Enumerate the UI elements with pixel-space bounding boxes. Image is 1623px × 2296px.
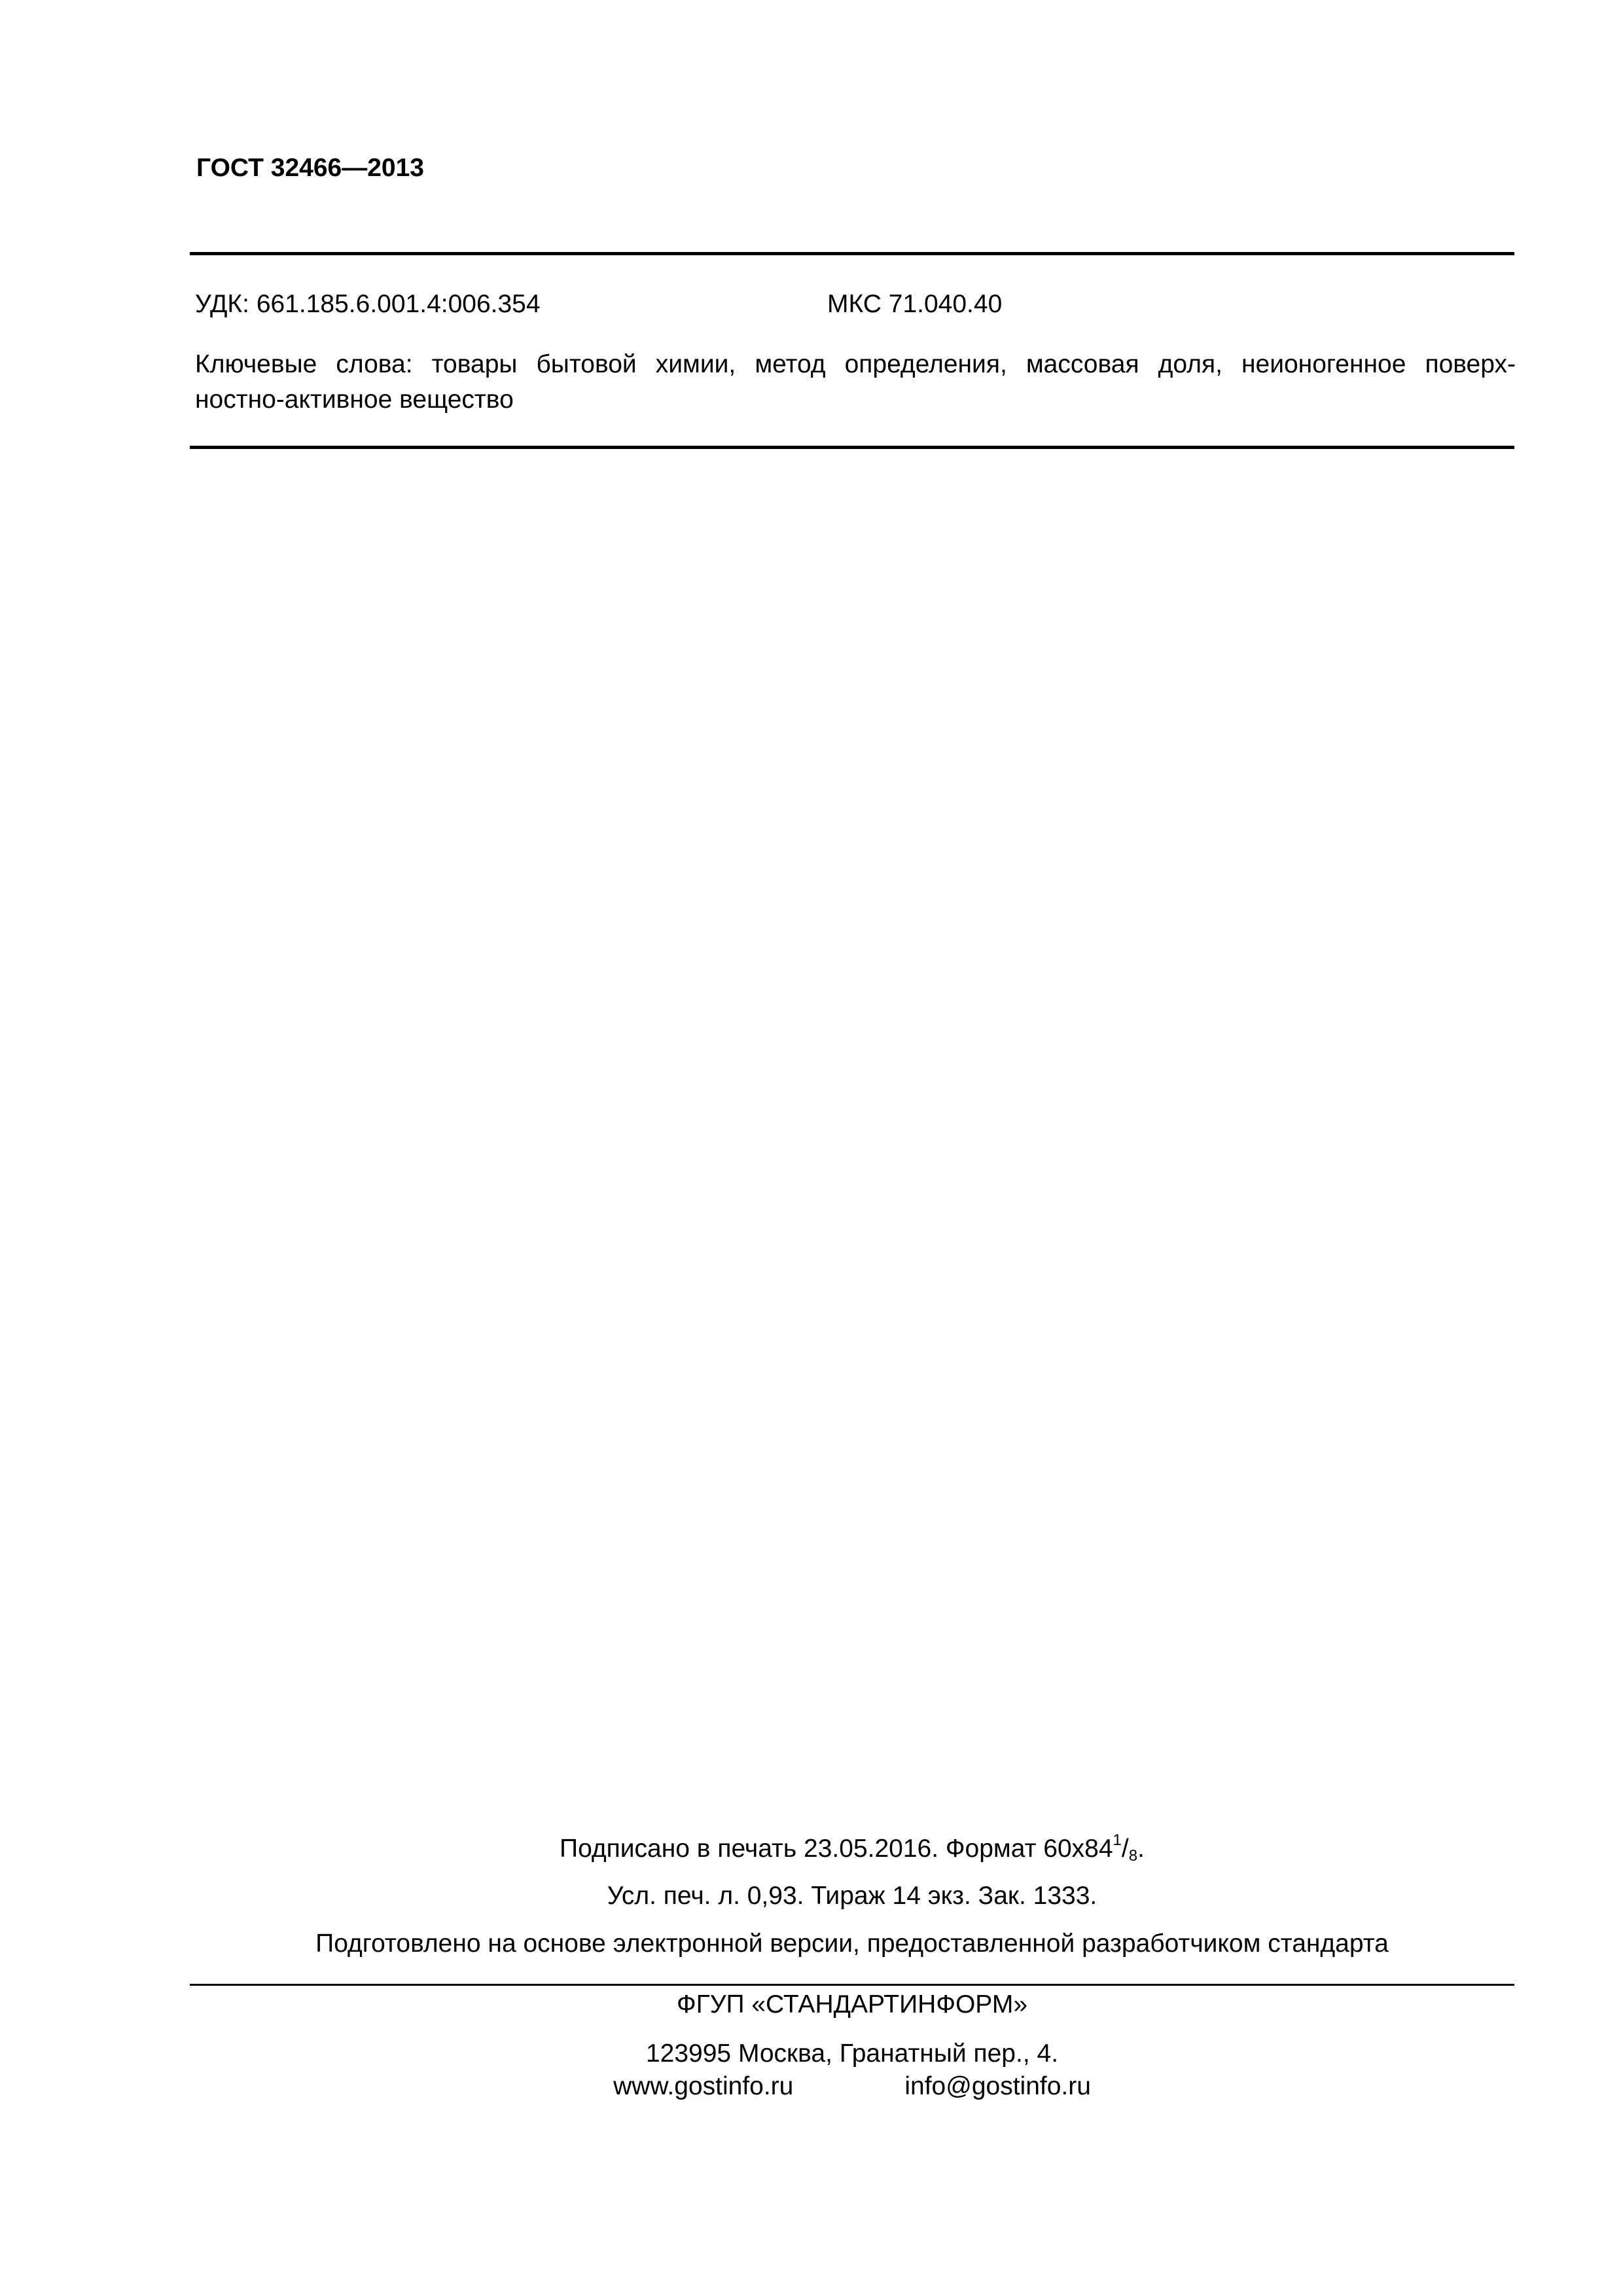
publisher-address: 123995 Москва, Гранатный пер., 4.	[645, 2039, 1059, 2068]
udk-code: УДК: 661.185.6.001.4:006.354	[195, 290, 541, 318]
prepared-note: Подготовлено на основе электронной версии, предоставленной разработчиком стандарта	[315, 1929, 1389, 1958]
format-denominator: 8	[1128, 1847, 1138, 1865]
keywords-divider	[190, 446, 1514, 449]
format-slash: /	[1121, 1835, 1129, 1863]
imprint-divider	[190, 1984, 1514, 1986]
signed-text: Подписано в печать 23.05.2016. Формат 60x84	[560, 1835, 1113, 1863]
format-end: .	[1137, 1835, 1145, 1863]
format-numerator: 1	[1113, 1831, 1122, 1849]
keywords-line-2: ностно-активное вещество	[195, 386, 514, 414]
keywords-block	[195, 347, 1516, 418]
website-link[interactable]: www.gostinfo.ru	[613, 2072, 794, 2100]
publisher-name: ФГУП «СТАНДАРТИНФОРМ»	[676, 1990, 1028, 2018]
document-code: ГОСТ 32466—2013	[196, 154, 424, 182]
email-link[interactable]: info@gostinfo.ru	[904, 2072, 1091, 2100]
keywords-line-1: Ключевые слова: товары бытовой химии, метод определения, массовая доля, неионогенное поверх-	[195, 350, 1516, 378]
top-divider	[190, 252, 1514, 255]
print-sheets-line: Усл. печ. л. 0,93. Тираж 14 экз. Зак. 1333.	[607, 1882, 1097, 1910]
publisher-contacts	[190, 2070, 1514, 2103]
format-fraction	[1113, 1831, 1138, 1865]
print-signed-line	[190, 1833, 1514, 1865]
mks-code: МКС 71.040.40	[827, 290, 1003, 318]
